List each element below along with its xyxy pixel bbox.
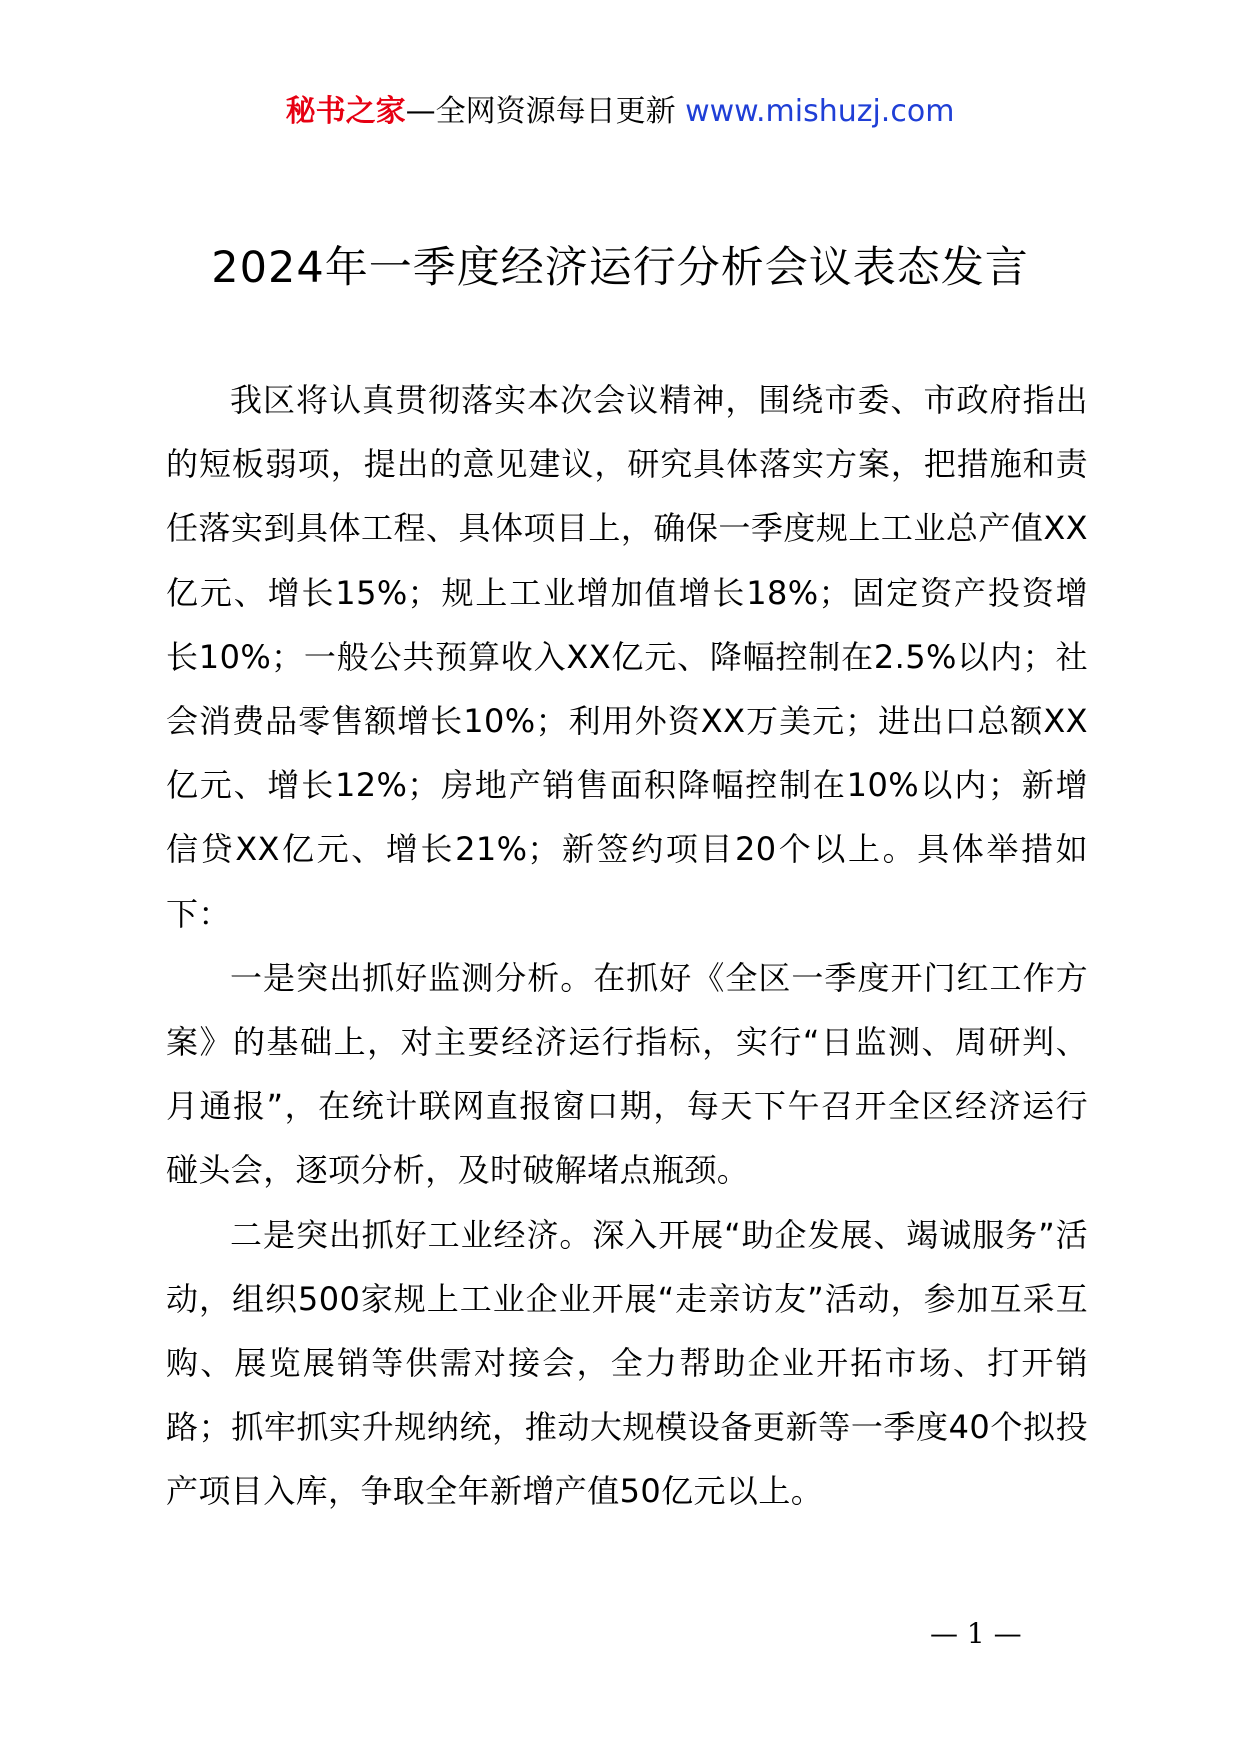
site-banner	[0, 92, 1240, 132]
document-title: 2024年一季度经济运行分析会议表态发言	[211, 243, 1029, 293]
page-number: — 1 —	[930, 1617, 1022, 1650]
document-body	[166, 368, 1088, 1524]
site-url[interactable]: www.mishuzj.com	[675, 94, 955, 129]
paragraph-monitoring: 一是突出抓好监测分析。在抓好《全区一季度开门红工作方案》的基础上，对主要经济运行指标，实行“日监测、周研判、月通报”，在统计联网直报窗口期，每天下午召开全区经济运行碰头会，逐项分析，及时破解堵点瓶颈。	[166, 958, 1088, 1190]
paragraph-intro: 我区将认真贯彻落实本次会议精神，围绕市委、市政府指出的短板弱项，提出的意见建议，研究具体落实方案，把措施和责任落实到具体工程、具体项目上，确保一季度规上工业总产值XX亿元、增长15%；规上工业增加值增长18%；固定资产投资增长10%；一般公共预算收入XX亿元、降幅控制在2.5%以内；社会消费品零售额增长10%；利用外资XX万美元；进出口总额XX亿元、增长12%；房地产销售面积降幅控制在10%以内；新增信贷XX亿元、增长21%；新签约项目20个以上。具体举措如下：	[166, 381, 1088, 933]
site-brand-name: 秘书之家	[285, 94, 406, 129]
paragraph-industry: 二是突出抓好工业经济。深入开展“助企发展、竭诚服务”活动，组织500家规上工业企业开展“走亲访友”活动，参加互采互购、展览展销等供需对接会，全力帮助企业开拓市场、打开销路；抓牢抓实升规纳统，推动大规模设备更新等一季度40个拟投产项目入库，争取全年新增产值50亿元以上。	[166, 1215, 1088, 1511]
site-slogan: —全网资源每日更新	[405, 94, 676, 129]
